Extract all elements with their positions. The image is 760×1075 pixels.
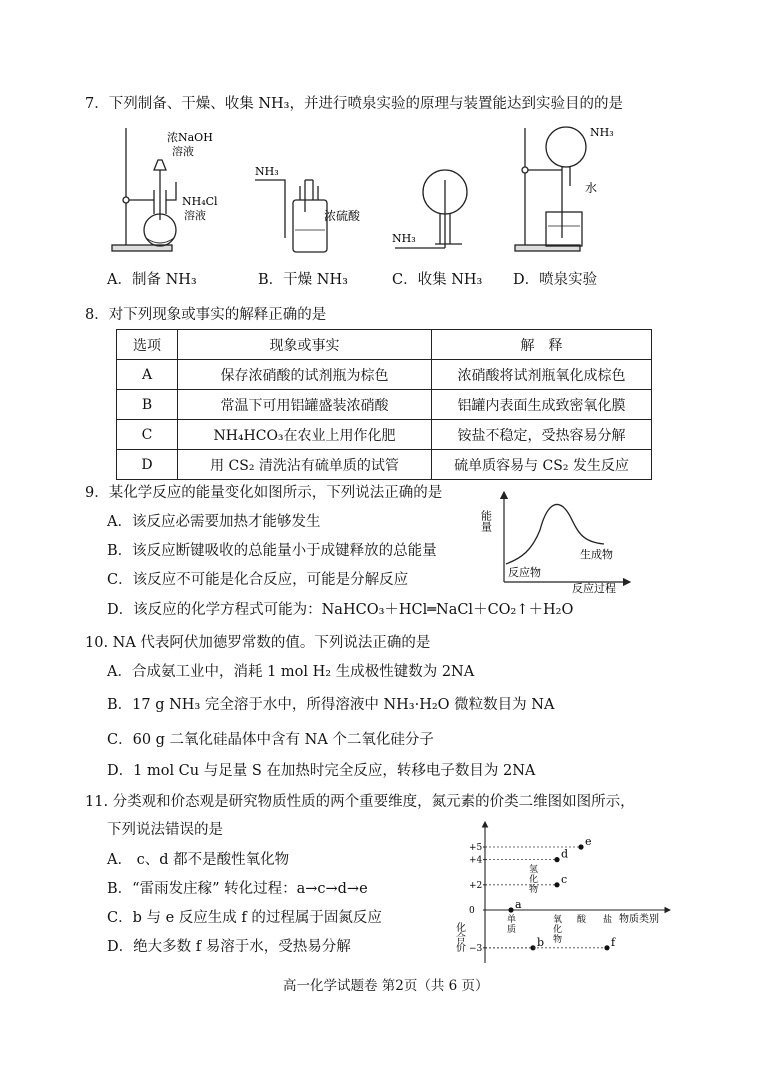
header-explanation: 解 释: [432, 330, 652, 360]
q10-option-a: A．合成氨工业中，消耗 1 mol H₂ 生成极性键数为 2NA: [107, 664, 475, 680]
label-naoh-1: 浓NaOH: [167, 131, 213, 144]
table-cell: C: [117, 420, 178, 450]
category-label: 酸: [577, 915, 587, 925]
label-nh3-b: NH₃: [255, 165, 279, 178]
table-cell: NH₄HCO₃在农业上用作化肥: [178, 420, 432, 450]
q7-stem: 7．下列制备、干燥、收集 NH₃，并进行喷泉实验的原理与装置能达到实验目的的是: [85, 96, 623, 112]
label-naoh-2: 溶液: [172, 145, 194, 158]
q11-valence-chart: [445, 818, 690, 968]
table-row: [117, 420, 652, 450]
category-label: 氢化物: [529, 865, 539, 895]
point-e: [578, 844, 583, 849]
point-label-e: e: [585, 835, 592, 848]
point-f: [604, 945, 609, 950]
apparatus-a: [112, 128, 176, 251]
q10-option-d: D．1 mol Cu 与足量 S 在加热时完全反应，转移电子数目为 2NA: [107, 763, 536, 779]
point-label-c: c: [561, 872, 568, 886]
table-row: [117, 450, 652, 480]
point-label-a: a: [515, 898, 522, 911]
reactant-label: 反应物: [508, 566, 541, 579]
header-option: 选项: [117, 330, 178, 360]
q11-stem-line1: 11. 分类观和价态观是研究物质性质的两个重要维度，氮元素的价类二维图如图所示，: [85, 794, 635, 810]
category-label: 氧化物: [553, 915, 563, 945]
label-nh3-c: NH₃: [392, 232, 416, 245]
table-cell: D: [117, 450, 178, 480]
page-footer: 高一化学试题卷 第2页（共 6 页）: [283, 978, 489, 994]
apparatus-d: [515, 127, 586, 251]
point-d: [554, 857, 559, 862]
q11-option-d: D．绝大多数 f 易溶于水，受热易分解: [107, 939, 351, 955]
q9-option-a: A．该反应必需要加热才能够发生: [107, 514, 321, 530]
x-axis-label: 反应过程: [572, 582, 616, 595]
q9-stem: 9．某化学反应的能量变化如图所示，下列说法正确的是: [85, 485, 443, 501]
table-cell: 保存浓硝酸的试剂瓶为棕色: [178, 360, 432, 390]
q11-option-b: B．“雷雨发庄稼” 转化过程：a→c→d→e: [107, 881, 368, 897]
y-tick-label: +2: [469, 880, 483, 891]
label-water: 水: [585, 181, 598, 195]
table-cell: 常温下可用铝罐盛装浓硝酸: [178, 390, 432, 420]
label-nh3-d: NH₃: [590, 126, 614, 139]
table-cell: 铝罐内表面生成致密氧化膜: [432, 390, 652, 420]
q9-option-b: B．该反应断键吸收的总能量小于成键释放的总能量: [107, 543, 437, 559]
q9-option-c: C．该反应不可能是化合反应，可能是分解反应: [107, 572, 409, 588]
label-conc-h2so4: 浓硫酸: [324, 209, 361, 223]
apparatus-b: [255, 180, 327, 252]
q9-option-d: D．该反应的化学方程式可能为：NaHCO₃＋HCl═NaCl＋CO₂↑＋H₂O: [107, 602, 574, 618]
product-label: 生成物: [580, 548, 613, 561]
table-cell: A: [117, 360, 178, 390]
q7-option-a: A．制备 NH₃: [107, 272, 197, 288]
q11-stem-line2: 下列说法错误的是: [107, 822, 223, 838]
q11-option-a: A． c、d 都不是酸性氧化物: [107, 852, 290, 868]
label-nh4cl-1: NH₄Cl: [182, 195, 218, 208]
q7-option-d: D．喷泉实验: [513, 272, 598, 288]
table-cell: 用 CS₂ 清洗沾有硫单质的试管: [178, 450, 432, 480]
q7-option-b: B．干燥 NH₃: [258, 272, 348, 288]
table-row: [117, 390, 652, 420]
category-label: 盐: [603, 915, 613, 925]
q8-table: [116, 329, 652, 480]
table-cell: 浓硝酸将试剂瓶氧化成棕色: [432, 360, 652, 390]
q7-option-c: C．收集 NH₃: [392, 272, 483, 288]
point-a: [508, 907, 513, 912]
q8-stem: 8．对下列现象或事实的解释正确的是: [85, 307, 327, 323]
y-tick-label: 0: [469, 906, 475, 916]
q11-option-c: C．b 与 e 反应生成 f 的过程属于固氮反应: [107, 910, 382, 926]
q10-option-b: B．17 g NH₃ 完全溶于水中，所得溶液中 NH₃·H₂O 微粒数目为 NA: [107, 697, 555, 713]
y-axis-label: 化合价: [453, 922, 465, 952]
y-tick-label: +4: [469, 855, 483, 866]
y-tick-label: −3: [469, 943, 483, 954]
point-label-d: d: [561, 847, 569, 861]
category-label: 单质: [507, 915, 517, 935]
label-nh4cl-2: 溶液: [184, 209, 206, 222]
q10-option-c: C．60 g 二氧化硅晶体中含有 NA 个二氧化硅分子: [107, 732, 434, 748]
header-phenomenon: 现象或事实: [178, 330, 432, 360]
y-axis-label: 能量: [479, 510, 493, 532]
point-label-f: f: [611, 935, 616, 949]
q9-energy-diagram: [479, 486, 642, 596]
table-row: [117, 360, 652, 390]
q10-stem: 10. NA 代表阿伏加德罗常数的值。下列说法正确的是: [85, 635, 431, 651]
table-header-row: [117, 330, 652, 360]
y-tick-label: +5: [469, 843, 483, 853]
table-cell: 铵盐不稳定，受热容易分解: [432, 420, 652, 450]
point-c: [554, 882, 559, 887]
x-axis-label: 物质类别: [619, 914, 659, 925]
table-cell: 硫单质容易与 CS₂ 发生反应: [432, 450, 652, 480]
table-cell: B: [117, 390, 178, 420]
q7-apparatus-figure: [100, 120, 660, 270]
point-label-b: b: [537, 935, 545, 949]
